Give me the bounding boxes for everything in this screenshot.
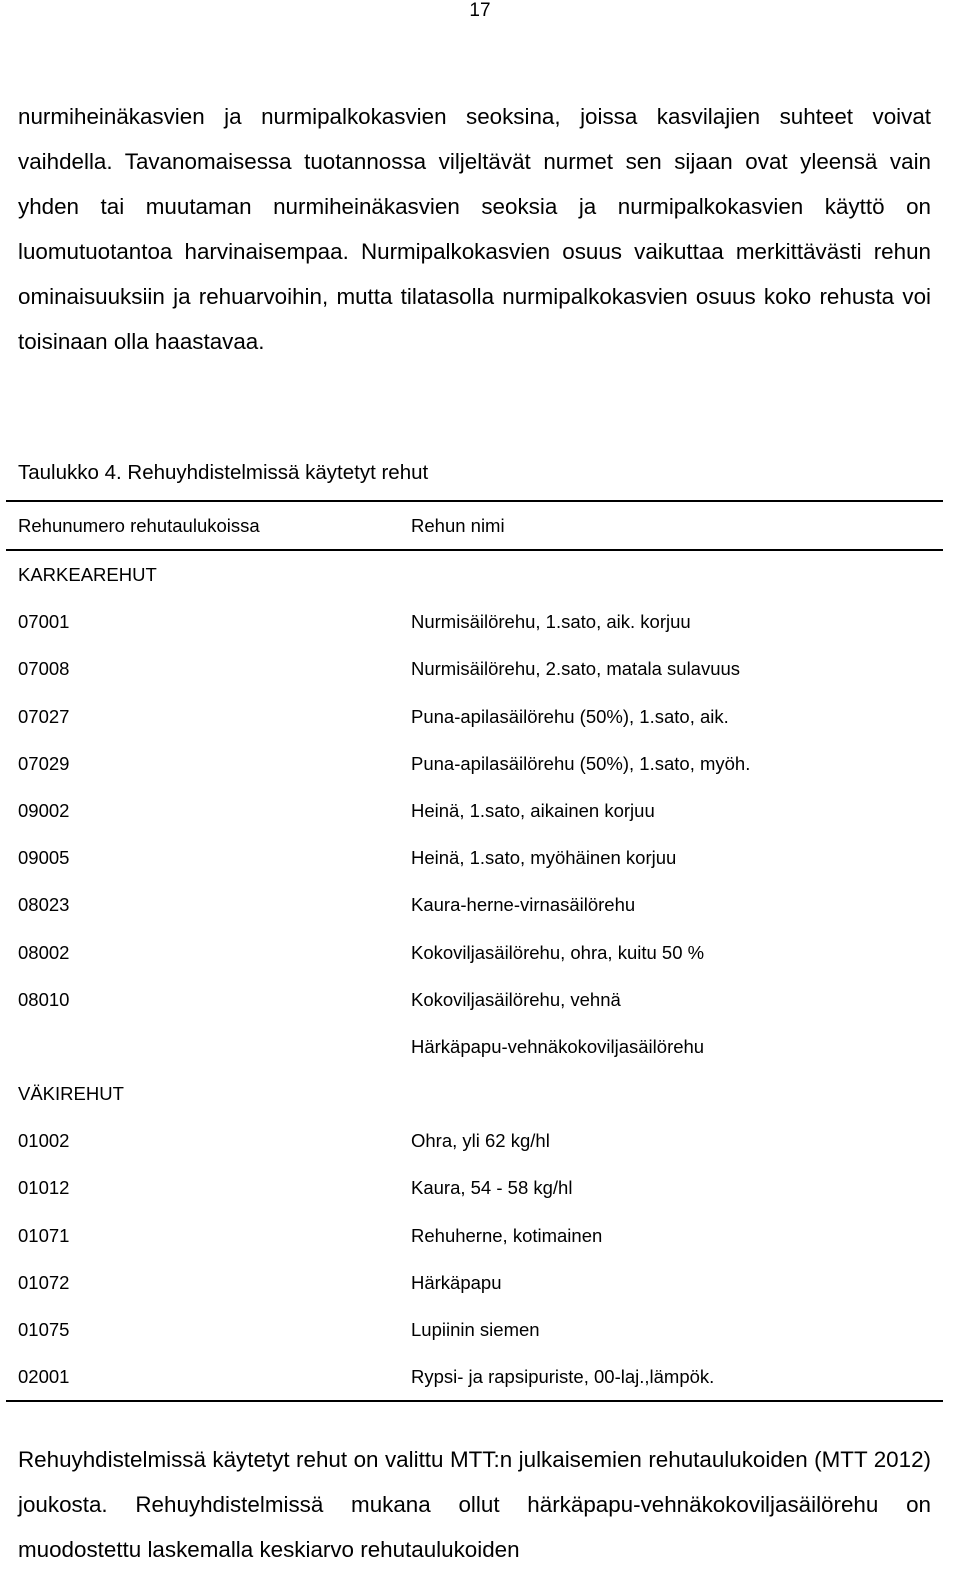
feed-number: 07001 [18,611,70,633]
feed-number: 01012 [18,1177,70,1199]
feed-name: Puna-apilasäilörehu (50%), 1.sato, myöh. [411,752,751,774]
table-row [6,1306,943,1353]
feed-number: 07027 [18,705,70,727]
table-row [6,551,943,598]
feed-name: Kokoviljasäilörehu, ohra, kuitu 50 % [411,941,705,963]
feed-table [6,500,943,1402]
table-row [6,881,943,928]
feed-number: 08010 [18,988,70,1010]
paragraph-top: nurmiheinäkasvien ja nurmipalkokasvien seoksina, joissa kasvilajien suhteet voivat vaihdella. Tavanomaisessa tuotannossa viljeltävät nurmet sen sijaan ovat yleensä vain yhden tai muutaman nurmiheinäkasvien seoksia ja nurmipalkokasvien käyttö on luomutuotantoa harvinaisempaa. Nurmipalkokasvien osuus vaikuttaa merkittävästi rehun ominaisuuksiin ja rehuarvoihin, mutta tilatasolla nurmipalkokasvien osuus koko rehusta voi toisinaan olla haastavaa. [18,104,931,354]
paragraph-bottom: Rehuyhdistelmissä käytetyt rehut on valittu MTT:n julkaisemien rehutaulukoiden (MTT 2012) joukosta. Rehuyhdistelmissä mukana ollut härkäpapu-vehnäkokoviljasäilörehu on muodostettu laskemalla keskiarvo rehutaulukoiden [18,1447,931,1562]
table-row [6,1212,943,1259]
table-row [6,693,943,740]
feed-name: Heinä, 1.sato, aikainen korjuu [411,799,655,821]
feed-number: 08023 [18,894,70,916]
table-body [6,551,943,1400]
table-row [6,834,943,881]
header-feed-name: Rehun nimi [411,515,505,536]
feed-name: Rypsi- ja rapsipuriste, 00-laj.,lämpök. [411,1366,715,1388]
table-row [6,976,943,1023]
feed-name: Kaura-herne-virnasäilörehu [411,894,636,916]
feed-name: Kaura, 54 - 58 kg/hl [411,1177,573,1199]
table-row [6,929,943,976]
feed-number: 01002 [18,1130,70,1152]
feed-name: Heinä, 1.sato, myöhäinen korjuu [411,847,677,869]
feed-number: 09005 [18,847,70,869]
feed-number: 09002 [18,799,70,821]
table-header-row [6,502,943,549]
feed-name: Kokoviljasäilörehu, vehnä [411,988,621,1010]
feed-number: KARKEAREHUT [18,564,157,585]
table-bottom-rule [6,1400,943,1402]
feed-number: 01075 [18,1319,70,1340]
table-row [6,1023,943,1070]
feed-name: Puna-apilasäilörehu (50%), 1.sato, aik. [411,705,729,727]
feed-name: Nurmisäilörehu, 2.sato, matala sulavuus [411,658,741,680]
feed-name: Härkäpapu [411,1271,502,1293]
feed-number: 02001 [18,1366,70,1388]
table-row [6,1164,943,1211]
table-caption: Taulukko 4. Rehuyhdistelmissä käytetyt rehut [18,461,429,484]
table-row [6,1117,943,1164]
feed-name: Härkäpapu-vehnäkokoviljasäilörehu [411,1035,705,1057]
table-row [6,598,943,645]
header-feed-number: Rehunumero rehutaulukoissa [18,515,260,536]
table-row [6,1259,943,1306]
feed-number: 01071 [18,1224,70,1246]
feed-number: 01072 [18,1271,70,1293]
feed-name: Lupiinin siemen [411,1319,540,1340]
table-row [6,740,943,787]
table-row [6,787,943,834]
table-row [6,1353,943,1400]
table-row [6,645,943,692]
feed-number: 07008 [18,658,70,680]
feed-name: Nurmisäilörehu, 1.sato, aik. korjuu [411,611,691,633]
feed-number: 08002 [18,941,70,963]
feed-name: Ohra, yli 62 kg/hl [411,1130,550,1152]
feed-number: 07029 [18,752,70,774]
page-number: 17 [469,0,491,21]
table-row [6,1070,943,1117]
feed-name: Rehuherne, kotimainen [411,1224,603,1246]
feed-number: VÄKIREHUT [18,1083,124,1105]
